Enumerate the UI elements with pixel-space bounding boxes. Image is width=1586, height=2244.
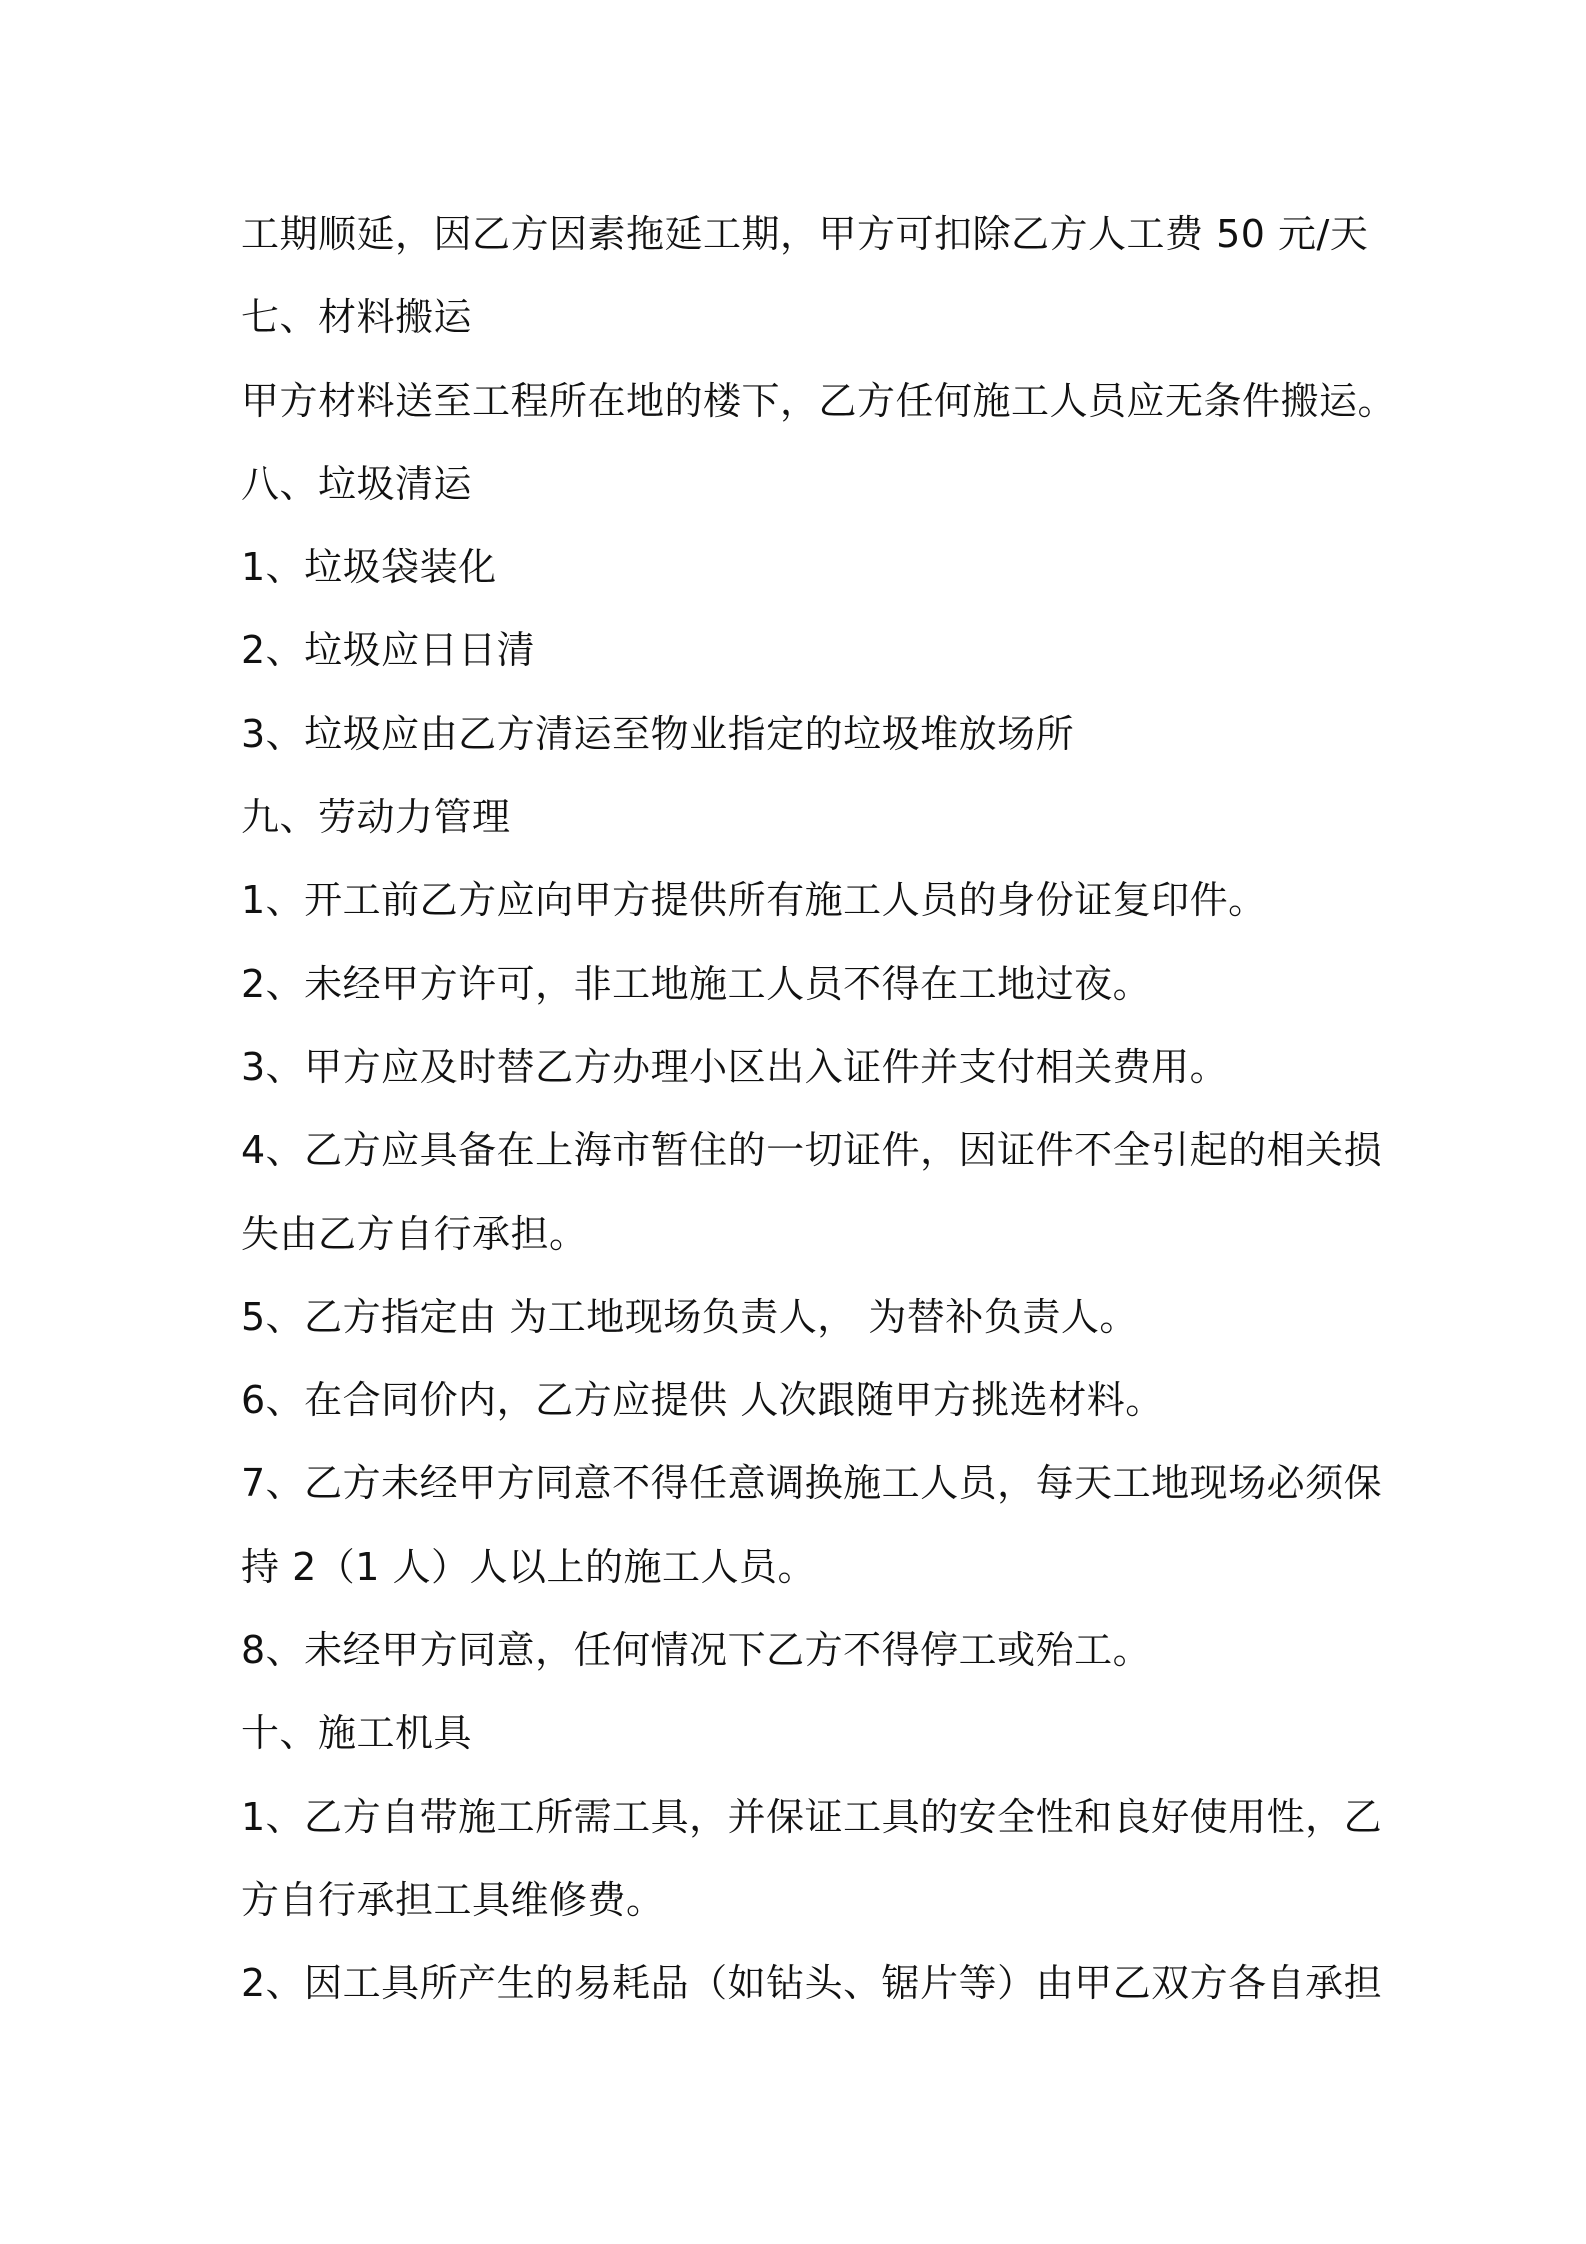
document-body <box>241 193 1397 2026</box>
list-item-labor-4: 4、乙方应具备在上海市暂住的一切证件，因证件不全引起的相关损 <box>241 1128 1383 1173</box>
list-item-labor-6: 6、在合同价内，乙方应提供 人次跟随甲方挑选材料。 <box>241 1378 1164 1423</box>
heading-construction-tools: 十、施工机具 <box>241 1711 473 1756</box>
list-item-garbage-1: 1、垃圾袋装化 <box>241 545 497 590</box>
list-item-labor-1: 1、开工前乙方应向甲方提供所有施工人员的身份证复印件。 <box>241 878 1267 923</box>
paragraph-material-transport: 甲方材料送至工程所在地的楼下，乙方任何施工人员应无条件搬运。 <box>241 378 1397 423</box>
list-item-tools-1-cont: 方自行承担工具维修费。 <box>241 1877 665 1922</box>
list-item-labor-7-cont: 持 2（1 人）人以上的施工人员。 <box>241 1544 817 1589</box>
list-item-labor-2: 2、未经甲方许可，非工地施工人员不得在工地过夜。 <box>241 961 1152 1006</box>
list-item-labor-7: 7、乙方未经甲方同意不得任意调换施工人员，每天工地现场必须保 <box>241 1461 1383 1506</box>
list-item-garbage-3: 3、垃圾应由乙方清运至物业指定的垃圾堆放场所 <box>241 711 1075 756</box>
list-item-tools-2: 2、因工具所产生的易耗品（如钻头、锯片等）由甲乙双方各自承担 <box>241 1961 1383 2006</box>
list-item-labor-8: 8、未经甲方同意，任何情况下乙方不得停工或殆工。 <box>241 1628 1152 1673</box>
list-item-garbage-2: 2、垃圾应日日清 <box>241 628 536 673</box>
heading-material-transport: 七、材料搬运 <box>241 295 473 340</box>
list-item-labor-4-cont: 失由乙方自行承担。 <box>241 1211 588 1256</box>
heading-labor-management: 九、劳动力管理 <box>241 795 511 840</box>
list-item-labor-5: 5、乙方指定由 为工地现场负责人， 为替补负责人。 <box>241 1294 1138 1339</box>
list-item-labor-3: 3、甲方应及时替乙方办理小区出入证件并支付相关费用。 <box>241 1044 1229 1089</box>
list-item-tools-1: 1、乙方自带施工所需工具，并保证工具的安全性和良好使用性，乙 <box>241 1794 1383 1839</box>
paragraph-delay-penalty: 工期顺延，因乙方因素拖延工期，甲方可扣除乙方人工费 50 元/天 <box>241 212 1369 256</box>
heading-garbage-removal: 八、垃圾清运 <box>241 461 473 506</box>
